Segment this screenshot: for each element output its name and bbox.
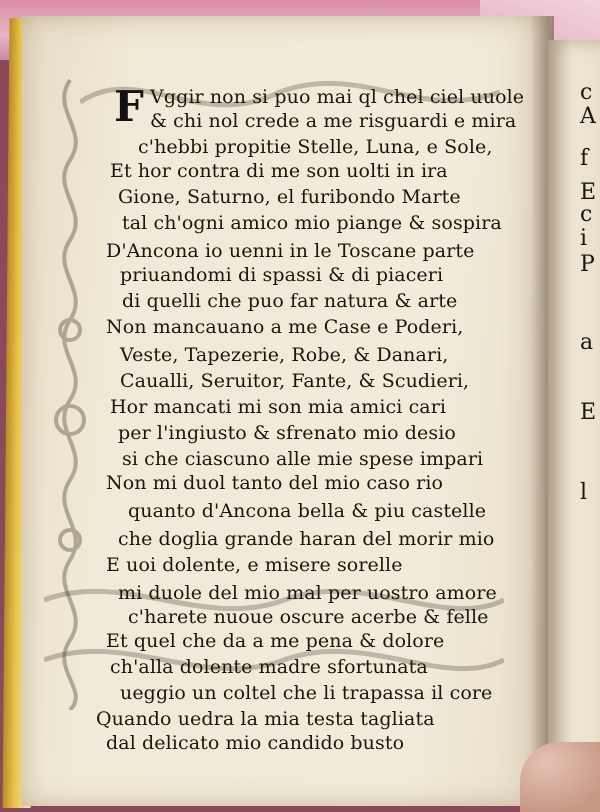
poem-line: Gione, Saturno, el furibondo Marte — [118, 186, 461, 208]
poem-line: Non mancauano a me Case e Poderi, — [106, 316, 464, 338]
poem-line: Veste, Tapezerie, Robe, & Danari, — [120, 344, 449, 366]
facing-page-letter: E — [580, 180, 597, 205]
facing-page-letter: c — [580, 202, 593, 227]
poem-line: c'hebbi propitie Stelle, Luna, e Sole, — [138, 136, 493, 158]
poem-line: quanto d'Ancona bella & piu castelle — [128, 500, 487, 522]
facing-page-letter: P — [580, 252, 595, 277]
decorated-initial-letter: F — [114, 82, 144, 131]
poem-line: Quando uedra la mia testa tagliata — [96, 708, 435, 730]
facing-page-letter: E — [580, 400, 597, 425]
poem-line: Non mi duol tanto del mio caso rio — [106, 472, 444, 494]
facing-page-letter: A — [580, 104, 596, 129]
poem-line: che doglia grande haran del morir mio — [118, 528, 495, 550]
poem-line: tal ch'ogni amico mio piange & sospira — [122, 212, 502, 234]
poem-line: si che ciascuno alle mie spese impari — [122, 448, 484, 470]
poem-line: priuandomi di spassi & di piaceri — [120, 264, 444, 286]
poem-line: ueggio un coltel che li trapassa il core — [120, 682, 493, 704]
poem-line: Et quel che da a me pena & dolore — [106, 630, 445, 652]
poem-line: D'Ancona io uenni in le Toscane parte — [106, 240, 475, 262]
poem-line: Et hor contra di me son uolti in ira — [110, 160, 448, 182]
poem-line: Hor mancati mi son mia amici cari — [110, 396, 447, 418]
facing-page-letter: f — [580, 146, 589, 171]
poem-line: per l'ingiusto & sfrenato mio desio — [118, 422, 456, 444]
poem-line: E uoi dolente, e misere sorelle — [106, 554, 403, 576]
facing-page — [548, 40, 600, 810]
poem-line: mi duole del mio mal per uostro amore — [118, 582, 497, 604]
facing-page-letter: i — [580, 226, 588, 251]
facing-page-letter: l — [580, 480, 588, 505]
poem-line: Caualli, Seruitor, Fante, & Scudieri, — [120, 370, 470, 392]
facing-page-letter: a — [580, 330, 594, 355]
poem-line: c'harete nuoue oscure acerbe & felle — [128, 606, 489, 628]
facing-page-letter: c — [580, 80, 593, 105]
thumb — [520, 742, 600, 812]
poem-line: di quelli che puo far natura & arte — [122, 290, 458, 312]
poem-line: & chi nol crede a me risguardi e mira — [150, 110, 517, 132]
poem-line: dal delicato mio candido busto — [106, 732, 405, 754]
poem-line: Vggir non si puo mai ql chel ciel uuole — [150, 86, 525, 108]
poem-line: ch'alla dolente madre sfortunata — [110, 656, 428, 678]
